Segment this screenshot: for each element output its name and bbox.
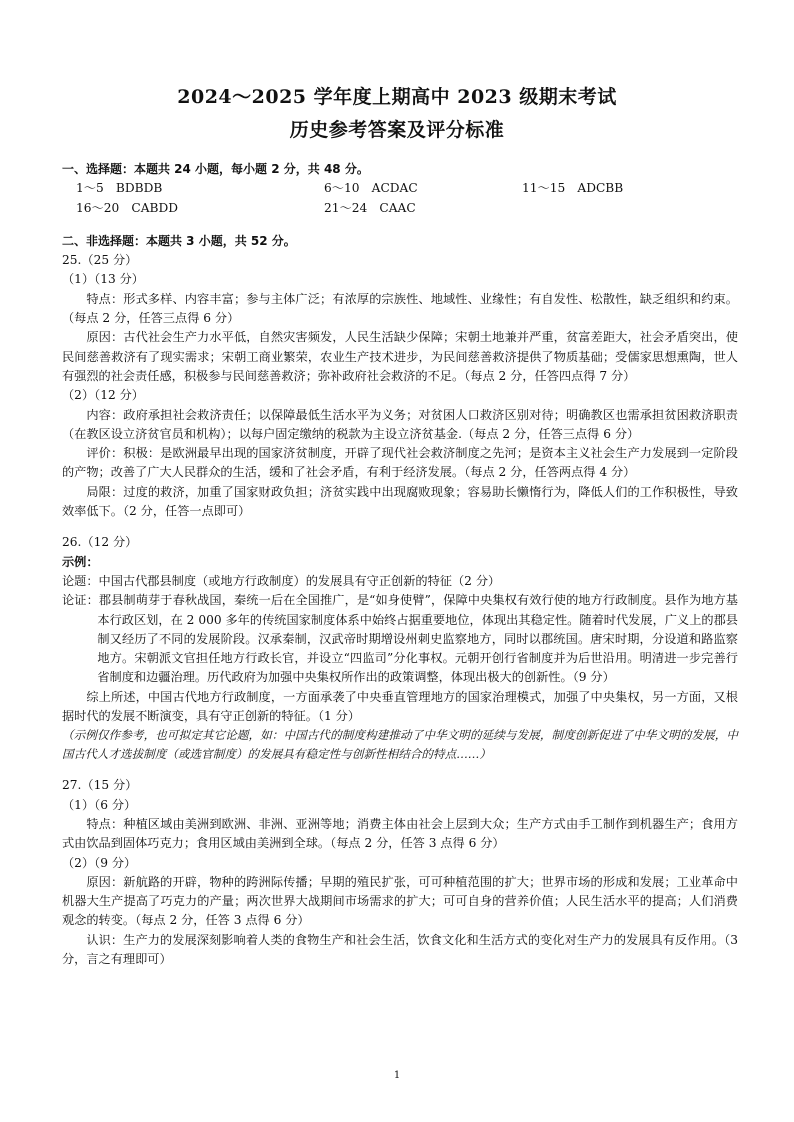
q26-argument: 论证：郡县制萌芽于春秋战国，秦统一后在全国推广，是“如身使臂”，保障中央集权有效行使的地方行政制度。县作为地方基本行政区划，在 2 000 多年的传统国家制度体系中始终占据重要地位，体现出其稳定性。随着时代发展，广义上的郡县制又经历了不同的发展阶段。汉承秦制，汉武帝时期增设州刺史监察地方，同时以郡统国。唐宋时期，分设道和路监察地方。宋朝派文官担任地方行政长官，并设立“四监司”分化事权。元朝开创行省制度并为后世沿用。明清进一步完善行省制度和边疆治理。历代政府为加强中央集权所作出的政策调整，体现出极大的创新性。（9 分） — [62, 593, 738, 685]
q25-features: 特点：形式多样、内容丰富；参与主体广泛；有浓厚的宗族性、地域性、业缘性；有自发性、松散性，缺乏组织和约束。（每点 2 分，任答三点得 6 分） — [62, 291, 738, 326]
q26-note: （示例仅作参考，也可拟定其它论题，如：中国古代的制度构建推动了中华文明的延续与发展，制度创新促进了中华文明的发展，中国古代人才选拔制度（或选官制度）的发展具有稳定性与创新性相结合的特点……） — [62, 728, 738, 762]
page-number: 1 — [393, 1070, 401, 1081]
q25-content: 内容：政府承担社会救济责任；以保障最低生活水平为义务；对贫困人口救济区别对待；明确教区也需承担贫困救济职责（在教区设立济贫官员和机构）；以每户固定缴纳的税款为主设立济贫基金.（每点 2 分，任答三点得 6 分） — [62, 407, 738, 441]
q27-reasons: 原因：新航路的开辟，物种的跨洲际传播；早期的殖民扩张，可可种植范围的扩大；世界市场的形成和发展；工业革命中机器大生产提高了巧克力的产量；两次世界大战期间市场需求的扩大；可可自身的营养价值；人民生活水平的提高；人们消费观念的转变。（每点 2 分，任答 3 点得 6 分） — [62, 874, 738, 928]
q25-evaluation: 评价：积极：是欧洲最早出现的国家济贫制度，开辟了现代社会救济制度之先河；是资本主义社会生产力发展到一定阶段的产物；改善了广大人民群众的生活，缓和了社会矛盾，有利于经济发展。（每点 2 分，任答两点得 4 分） — [62, 446, 738, 480]
section2-heading: 二、非选择题：本题共 3 小题，共 52 分。 — [62, 233, 296, 248]
answer-group: 11～15 ADCBB — [522, 181, 624, 196]
q26-example-label: 示例： — [62, 554, 99, 569]
answer-content — [62, 160, 738, 969]
exam-title: 2024～2025 学年度上期高中 2023 级期末考试 — [177, 86, 617, 108]
exam-subtitle: 历史参考答案及评分标准 — [289, 119, 505, 141]
spacer — [62, 521, 738, 533]
answer-group: 21～24 CAAC — [324, 200, 416, 215]
answer-group: 16～20 CABDD — [76, 200, 179, 215]
choice-answers — [62, 179, 738, 218]
section1-heading: 一、选择题：本题共 24 小题，每小题 2 分，共 48 分。 — [62, 162, 369, 176]
q25-limitations: 局限：过度的救济，加重了国家财政负担；济贫实践中出现腐败现象；容易助长懒惰行为，降低人们的工作积极性，导致效率低下。（2 分，任答一点即可） — [62, 484, 738, 519]
q25-reasons: 原因：古代社会生产力水平低，自然灾害频发，人民生活缺少保障；宋朝土地兼并严重，贫富差距大，社会矛盾突出，使民间慈善救济有了现实需求；宋朝工商业繁荣，农业生产技术进步，为民间慈善救济提供了物质基础；受儒家思想熏陶，世人有强烈的社会责任感，积极参与民间慈善救济；弥补政府社会救济的不足。（每点 2 分，任答四点得 7 分） — [62, 330, 738, 383]
q25-part2-label: （2）（12 分） — [62, 388, 144, 403]
q25-label: 25.（25 分） — [62, 253, 138, 268]
q26-conclusion: 综上所述，中国古代地方行政制度，一方面承袭了中央垂直管理地方的国家治理模式，加强了中央集权，另一方面，又根据时代的发展不断演变，具有守正创新的特征。（1 分） — [62, 689, 738, 724]
q27-part2-label: （2）（9 分） — [62, 855, 137, 870]
q26-thesis: 论题：中国古代郡县制度（或地方行政制度）的发展具有守正创新的特征（2 分） — [62, 573, 501, 588]
spacer — [62, 218, 738, 232]
q27-label: 27.（15 分） — [62, 778, 138, 793]
q27-part1-label: （1）（6 分） — [62, 797, 137, 812]
answer-group: 1～5 BDBDB — [76, 181, 163, 196]
q26-label: 26.（12 分） — [62, 535, 138, 550]
q27-features: 特点：种植区域由美洲到欧洲、非洲、亚洲等地；消费主体由社会上层到大众；生产方式由手工制作到机器生产；食用方式由饮品到固体巧克力；食用区域由美洲到全球。（每点 2 分，任答 3 点得 6 分） — [62, 816, 738, 851]
answer-group: 6～10 ACDAC — [324, 181, 418, 196]
spacer — [62, 764, 738, 776]
q27-understanding: 认识：生产力的发展深刻影响着人类的食物生产和社会生活，饮食文化和生活方式的变化对生产力的发展具有反作用。（3 分，言之有理即可） — [62, 932, 738, 966]
q25-part1-label: （1）（13 分） — [62, 272, 144, 287]
